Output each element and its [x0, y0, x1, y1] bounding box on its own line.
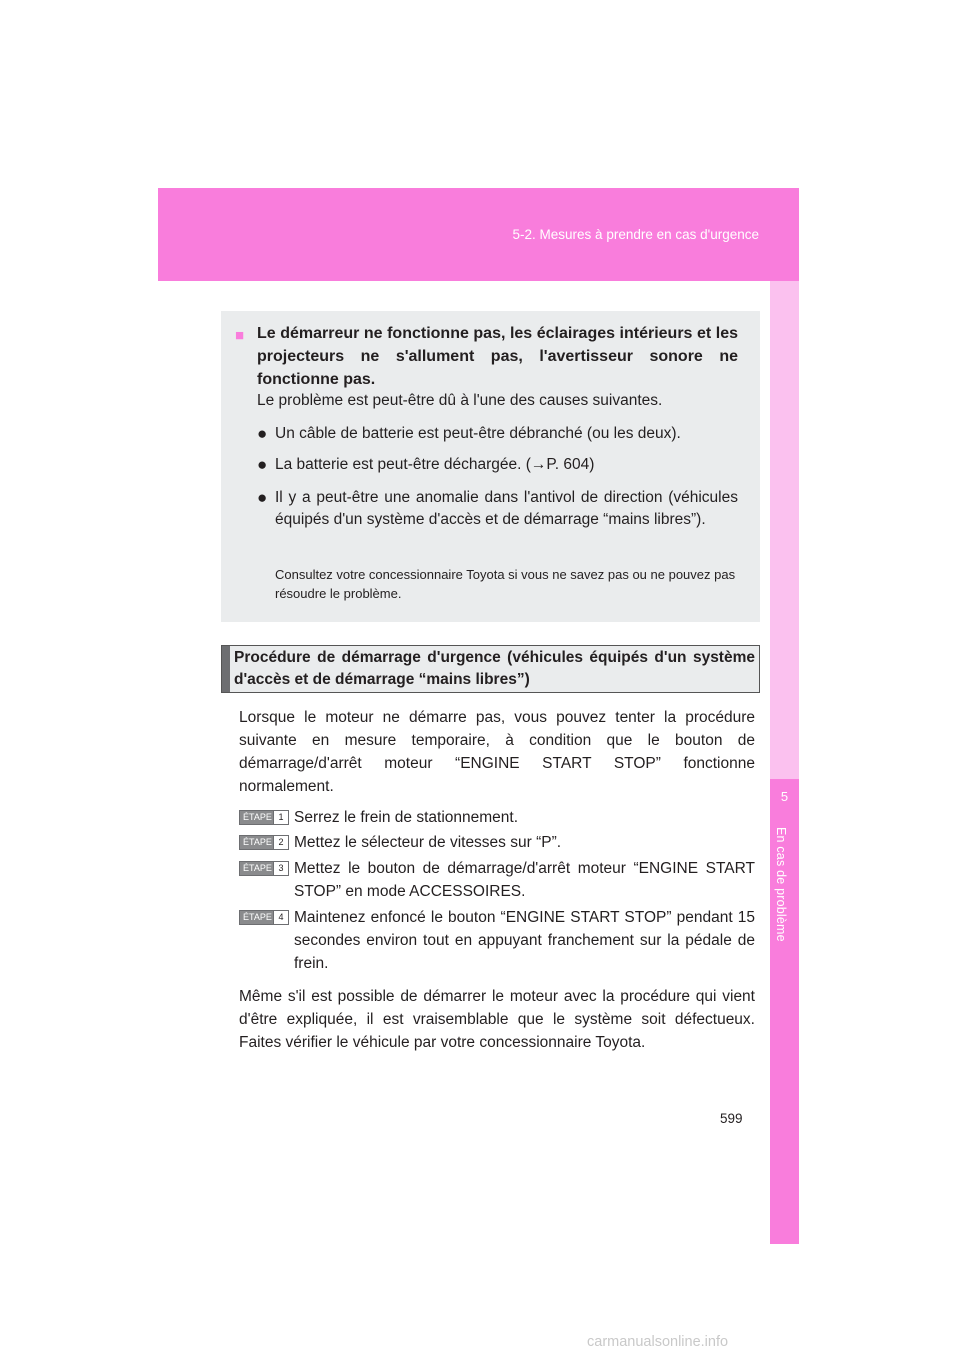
- step-label: ÉTAPE: [240, 836, 273, 849]
- note-heading: [235, 322, 738, 391]
- step-label: ÉTAPE: [240, 911, 273, 924]
- note-bullet: [257, 487, 738, 531]
- step-badge: [239, 910, 289, 925]
- step-label: ÉTAPE: [240, 811, 273, 824]
- step-item: [239, 857, 755, 903]
- step-number: 3: [273, 862, 288, 875]
- side-strip: [770, 281, 799, 1168]
- bullet-text: La batterie est peut-être déchargée. (→P. 604): [275, 456, 595, 473]
- bullet-dot-icon: ●: [257, 488, 268, 507]
- step-text: Mettez le bouton de démarrage/d'arrêt moteur “ENGINE START STOP” en mode ACCESSOIRES.: [294, 860, 755, 900]
- bullet-dot-icon: ●: [257, 455, 268, 474]
- step-badge: [239, 861, 289, 876]
- square-bullet-icon: ■: [235, 327, 245, 344]
- section-heading-text: Procédure de démarrage d'urgence (véhicules équipés d'un système d'accès et de démarrage “mains libres”): [234, 649, 755, 688]
- chapter-tab[interactable]: [770, 779, 799, 1244]
- bullet-text: Il y a peut-être une anomalie dans l'antivol de direction (véhicules équipés d'un système d'accès et de démarrage “mains libres”).: [275, 489, 738, 528]
- chapter-label: En cas de problème: [774, 827, 788, 942]
- heading-bar: [222, 646, 230, 692]
- step-number: 1: [273, 811, 288, 824]
- section-intro: Lorsque le moteur ne démarre pas, vous pouvez tenter la procédure suivante en mesure temporaire, à condition que le bouton de démarrage/d'arrêt moteur “ENGINE START STOP” fonctionne normalement.: [239, 709, 755, 795]
- page-number: 599: [720, 1111, 743, 1126]
- note-bullet: [257, 454, 738, 476]
- note-intro: Le problème est peut-être dû à l'une des causes suivantes.: [257, 392, 663, 409]
- step-number: 2: [273, 836, 288, 849]
- step-text: Maintenez enfoncé le bouton “ENGINE START STOP” pendant 15 secondes environ tout en appuyant franchement sur la pédale de frein.: [294, 909, 755, 972]
- step-badge: [239, 835, 289, 850]
- note-box: [221, 311, 760, 622]
- step-label: ÉTAPE: [240, 862, 273, 875]
- step-item: [239, 906, 755, 975]
- bullet-text: Un câble de batterie est peut-être débranché (ou les deux).: [275, 425, 681, 442]
- bullet-dot-icon: ●: [257, 424, 268, 443]
- step-text: Mettez le sélecteur de vitesses sur “P”.: [294, 834, 562, 851]
- section-outro: Même s'il est possible de démarrer le moteur avec la procédure qui vient d'être expliquée, il est vraisemblable que le système soit défectueux. Faites vérifier le véhicule par votre concessionnaire Toyota.: [239, 988, 755, 1051]
- step-number: 4: [273, 911, 288, 924]
- section-title: 5-2. Mesures à prendre en cas d'urgence: [512, 227, 759, 242]
- step-item: [239, 831, 755, 854]
- step-badge: [239, 810, 289, 825]
- step-text: Serrez le frein de stationnement.: [294, 809, 519, 826]
- section-heading: [221, 645, 760, 693]
- watermark[interactable]: carmanualsonline.info: [587, 1334, 729, 1350]
- note-bullet: [257, 423, 738, 445]
- note-heading-text: Le démarreur ne fonctionne pas, les éclairages intérieurs et les projecteurs ne s'allument pas, l'avertisseur sonore ne fonctionne pas.: [257, 325, 738, 388]
- chapter-number: 5: [780, 789, 789, 804]
- step-item: [239, 806, 755, 829]
- header-band: [158, 188, 799, 281]
- note-small-text: Consultez votre concessionnaire Toyota si vous ne savez pas ou ne pouvez pas résoudre le problème.: [275, 567, 736, 601]
